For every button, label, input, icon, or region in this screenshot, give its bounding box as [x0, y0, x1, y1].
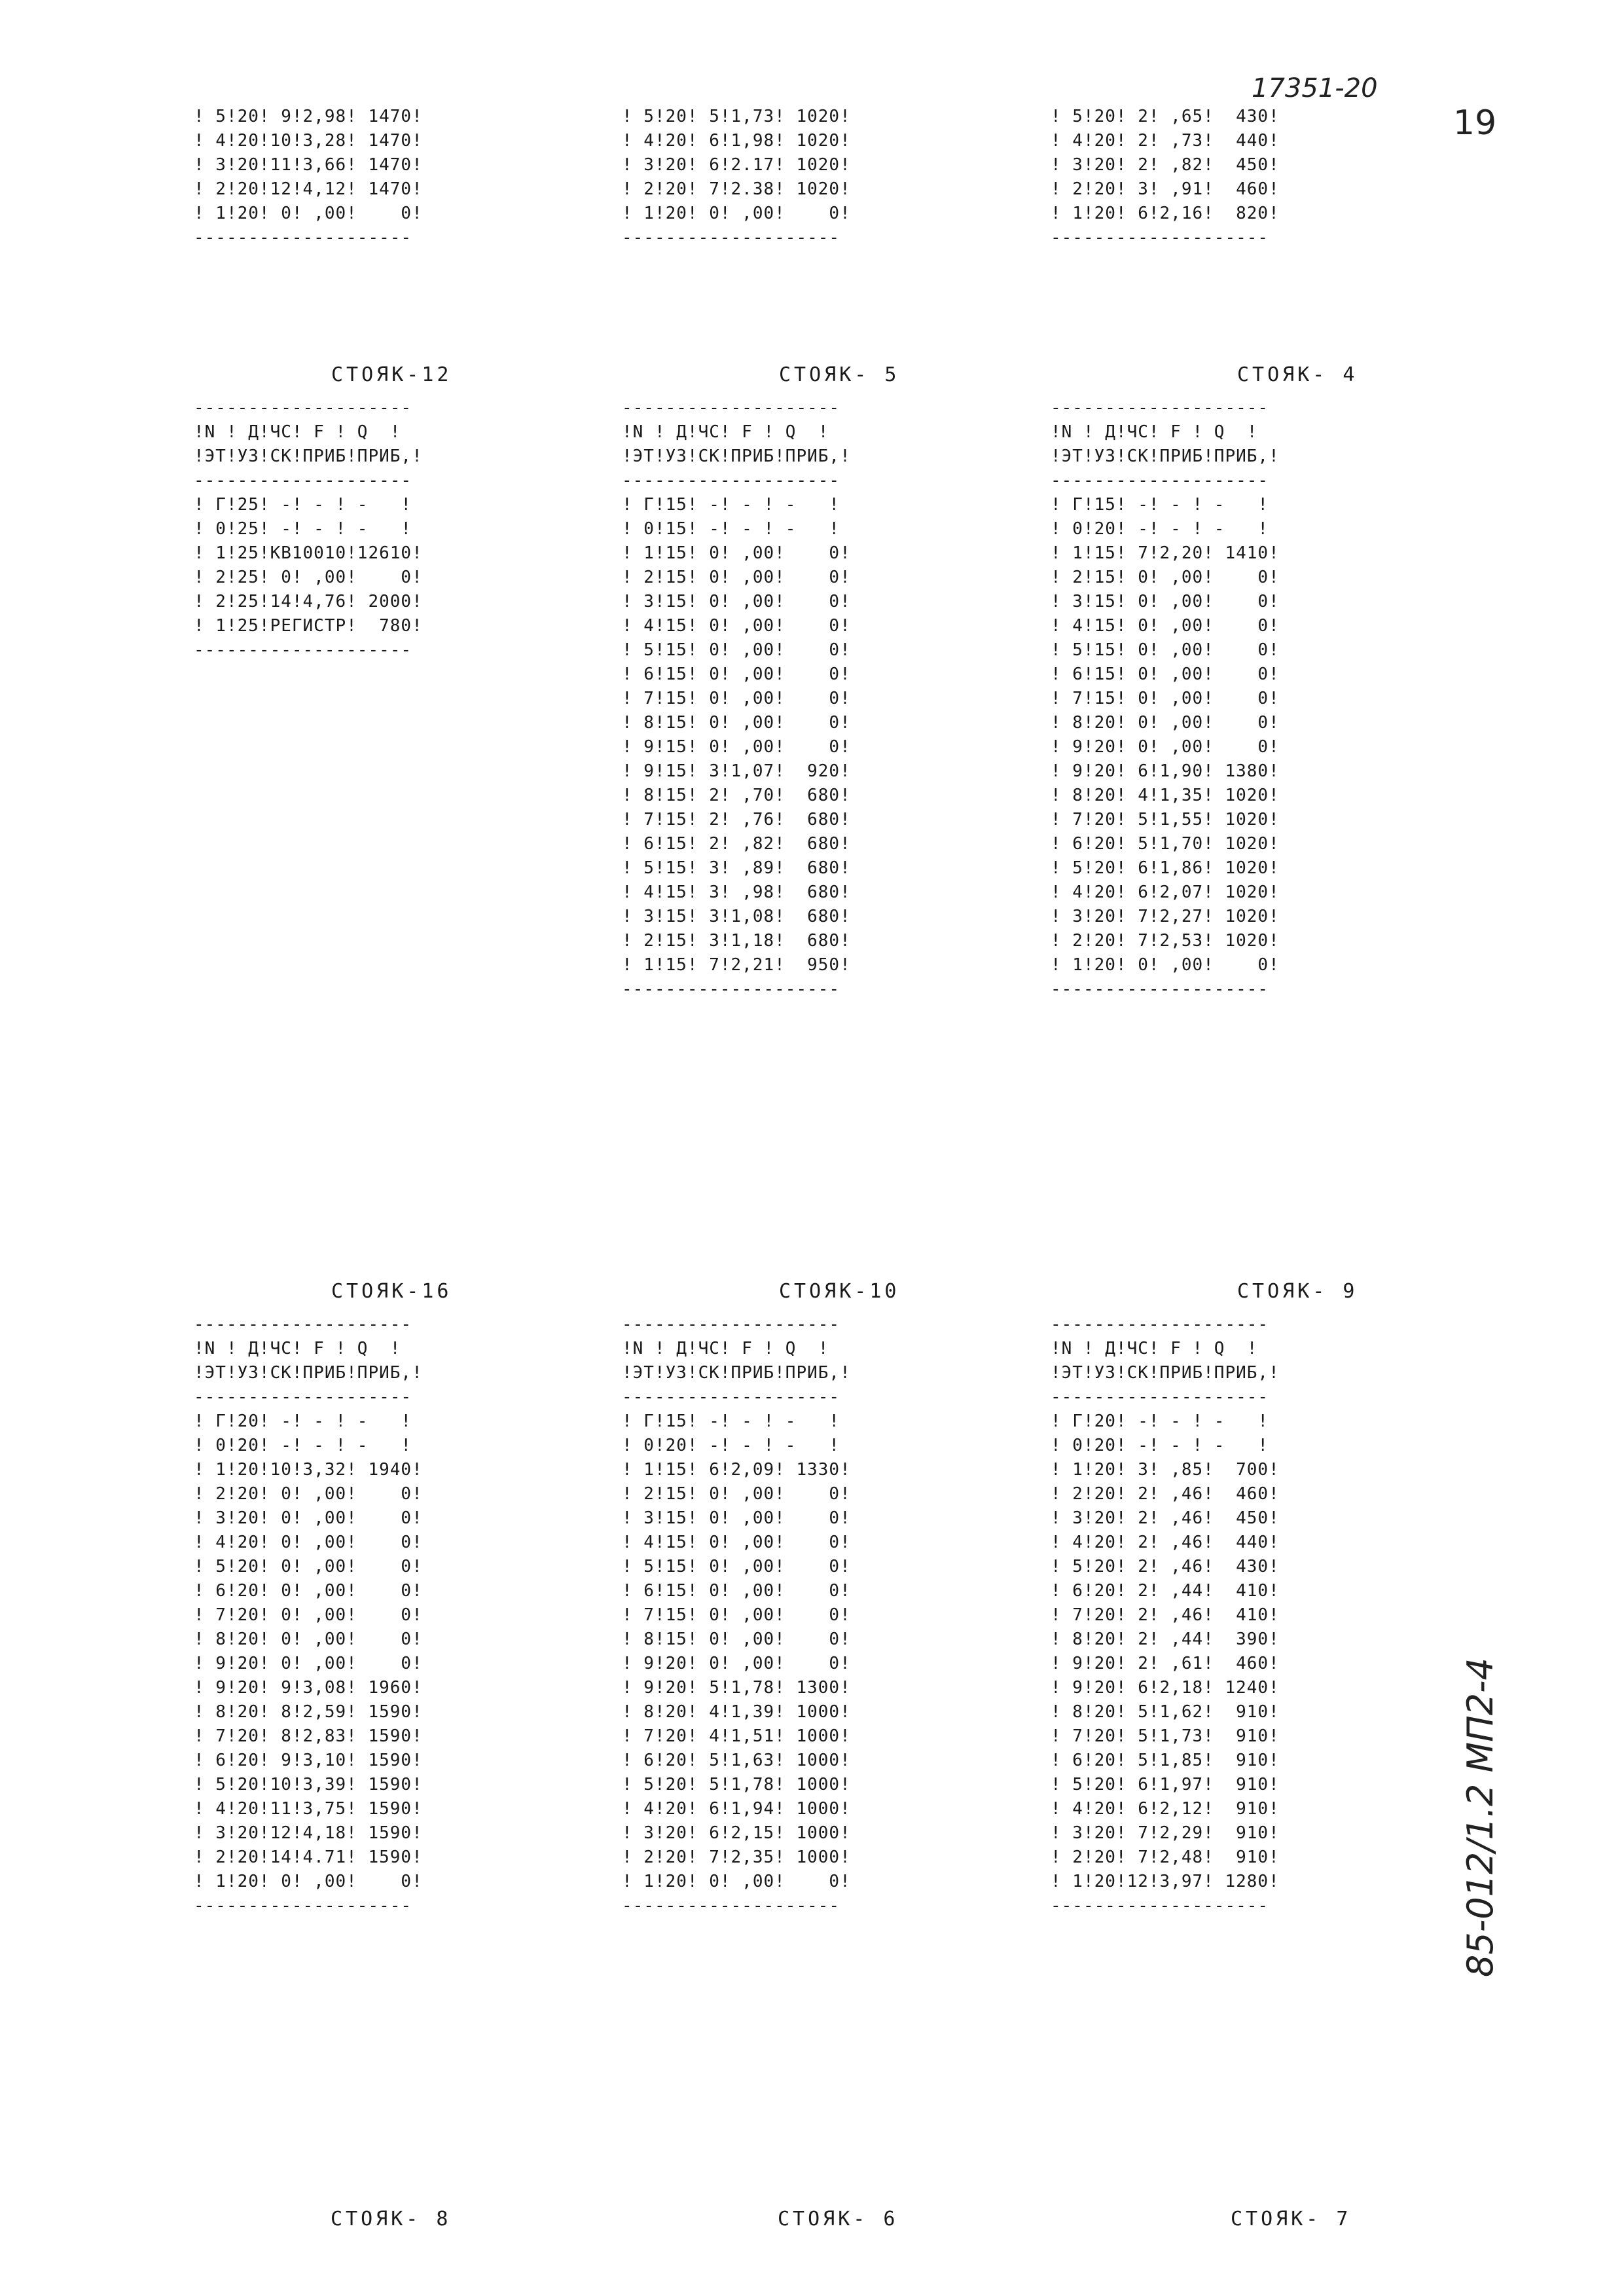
table-row: ! 5!15! 0! ,00! 0!	[622, 640, 851, 660]
riser-title: СТОЯК- 8	[331, 2208, 452, 2230]
table-row: ! 5!20!10!3,39! 1590!	[194, 1775, 423, 1794]
table-row: ! 9!20! 0! ,00! 0!	[622, 1654, 851, 1673]
table-row: ! 8!20! 4!1,35! 1020!	[1051, 786, 1280, 805]
table-row: ! 3!20! 6!2,15! 1000!	[622, 1823, 851, 1843]
table-row: ! 8!20! 5!1,62! 910!	[1051, 1702, 1280, 1722]
table-row: ! 0!20! -! - ! - !	[1051, 1436, 1269, 1455]
table-row: ! Г!15! -! - ! - !	[622, 495, 840, 515]
table-row: ! 4!20!10!3,28! 1470!	[194, 131, 423, 151]
table-row: ! 5!20! 6!1,86! 1020!	[1051, 858, 1280, 878]
table-header: !ЭТ!УЗ!СК!ПРИБ!ПРИБ,!	[194, 1363, 423, 1383]
table-row: ! 9!20! 0! ,00! 0!	[194, 1654, 423, 1673]
table-row: ! 1!20! 0! ,00! 0!	[1051, 955, 1280, 975]
table-header: !ЭТ!УЗ!СК!ПРИБ!ПРИБ,!	[622, 1363, 851, 1383]
table-row: ! 1!25!КВ10010!12610!	[194, 543, 423, 563]
table-header: !N ! Д!ЧС! F ! Q !	[622, 422, 829, 442]
table-row: ! 4!20! 6!2,12! 910!	[1051, 1799, 1280, 1819]
table-rule: --------------------	[622, 1387, 840, 1407]
table-row: ! 7!20! 5!1,73! 910!	[1051, 1726, 1280, 1746]
table-row: ! 8!20! 0! ,00! 0!	[1051, 713, 1280, 733]
table-row: ! 7!20! 2! ,46! 410!	[1051, 1605, 1280, 1625]
table-rule: --------------------	[194, 398, 412, 418]
riser-title: СТОЯК- 9	[1237, 1280, 1358, 1303]
table-row: ! 7!20! 4!1,51! 1000!	[622, 1726, 851, 1746]
table-row: ! 4!20! 2! ,46! 440!	[1051, 1533, 1280, 1552]
table-row: ! 8!15! 0! ,00! 0!	[622, 713, 851, 733]
table-row: ! 4!15! 3! ,98! 680!	[622, 883, 851, 902]
table-header: !ЭТ!УЗ!СК!ПРИБ!ПРИБ,!	[1051, 1363, 1280, 1383]
table-header: !N ! Д!ЧС! F ! Q !	[622, 1339, 829, 1358]
table-row: ! 5!20! 6!1,97! 910!	[1051, 1775, 1280, 1794]
table-row: ! 3!20! 6!2.17! 1020!	[622, 155, 851, 175]
table-header: !N ! Д!ЧС! F ! Q !	[194, 1339, 401, 1358]
riser-title: СТОЯК- 7	[1231, 2208, 1352, 2230]
table-row: ! 7!15! 0! ,00! 0!	[622, 1605, 851, 1625]
table-row: ! 3!20! 7!2,27! 1020!	[1051, 907, 1280, 926]
table-row: ! 5!20! 9!2,98! 1470!	[194, 107, 423, 126]
table-rule: --------------------	[194, 1387, 412, 1407]
table-rule: --------------------	[622, 979, 840, 999]
table-row: ! 4!20!11!3,75! 1590!	[194, 1799, 423, 1819]
table-row: ! 0!20! -! - ! - !	[622, 1436, 840, 1455]
table-row: ! 1!20! 3! ,85! 700!	[1051, 1460, 1280, 1480]
table-row: ! 3!20! 2! ,82! 450!	[1051, 155, 1280, 175]
table-row: ! 2!25! 0! ,00! 0!	[194, 568, 423, 587]
table-header: !N ! Д!ЧС! F ! Q !	[1051, 1339, 1258, 1358]
table-row: ! 9!20! 5!1,78! 1300!	[622, 1678, 851, 1698]
table-row: ! 4!15! 0! ,00! 0!	[1051, 616, 1280, 636]
table-row: ! 5!20! 0! ,00! 0!	[194, 1557, 423, 1576]
table-row: ! 5!20! 5!1,78! 1000!	[622, 1775, 851, 1794]
table-row: ! 9!15! 3!1,07! 920!	[622, 761, 851, 781]
table-row: ! 8!20! 2! ,44! 390!	[1051, 1629, 1280, 1649]
table-row: ! 6!15! 2! ,82! 680!	[622, 834, 851, 854]
table-row: ! 1!20! 0! ,00! 0!	[194, 1872, 423, 1891]
table-header: !ЭТ!УЗ!СК!ПРИБ!ПРИБ,!	[1051, 446, 1280, 466]
table-row: ! 1!15! 7!2,21! 950!	[622, 955, 851, 975]
table-row: ! 2!20! 7!2,35! 1000!	[622, 1848, 851, 1867]
table-row: ! 6!15! 0! ,00! 0!	[622, 665, 851, 684]
riser-title: СТОЯК-12	[331, 363, 452, 386]
table-row: ! 3!15! 0! ,00! 0!	[1051, 592, 1280, 611]
table-row: ! 9!20! 0! ,00! 0!	[1051, 737, 1280, 757]
table-rule: --------------------	[1051, 398, 1269, 418]
table-row: ! 7!15! 0! ,00! 0!	[622, 689, 851, 708]
table-row: ! 5!15! 0! ,00! 0!	[1051, 640, 1280, 660]
table-row: ! 5!20! 5!1,73! 1020!	[622, 107, 851, 126]
table-row: ! 1!20!12!3,97! 1280!	[1051, 1872, 1280, 1891]
table-header: !N ! Д!ЧС! F ! Q !	[194, 422, 401, 442]
table-row: ! 3!20!11!3,66! 1470!	[194, 155, 423, 175]
table-row: ! 8!20! 8!2,59! 1590!	[194, 1702, 423, 1722]
table-rule: --------------------	[194, 1896, 412, 1916]
table-row: ! 6!15! 0! ,00! 0!	[622, 1581, 851, 1601]
table-row: ! 0!20! -! - ! - !	[194, 1436, 412, 1455]
table-row: ! 7!20! 0! ,00! 0!	[194, 1605, 423, 1625]
table-rule: --------------------	[194, 640, 412, 660]
table-row: ! 6!20! 5!1,85! 910!	[1051, 1751, 1280, 1770]
table-row: ! 1!15! 0! ,00! 0!	[622, 543, 851, 563]
table-row: ! 5!20! 2! ,65! 430!	[1051, 107, 1280, 126]
table-header: !ЭТ!УЗ!СК!ПРИБ!ПРИБ,!	[194, 446, 423, 466]
document-code: 17351-20	[1252, 73, 1378, 103]
table-row: ! 4!20! 6!2,07! 1020!	[1051, 883, 1280, 902]
table-row: ! 1!20! 0! ,00! 0!	[622, 204, 851, 223]
table-row: ! 1!25!РЕГИСТР! 780!	[194, 616, 423, 636]
table-row: ! 0!15! -! - ! - !	[622, 519, 840, 539]
table-row: ! 4!20! 6!1,94! 1000!	[622, 1799, 851, 1819]
table-row: ! 2!20!12!4,12! 1470!	[194, 179, 423, 199]
riser-title: СТОЯК- 6	[778, 2208, 899, 2230]
riser-title: СТОЯК- 4	[1237, 363, 1358, 386]
table-row: ! 4!15! 0! ,00! 0!	[622, 616, 851, 636]
table-row: ! 8!20! 0! ,00! 0!	[194, 1629, 423, 1649]
table-rule: --------------------	[622, 228, 840, 247]
table-rule: --------------------	[1051, 471, 1269, 490]
table-rule: --------------------	[622, 1896, 840, 1916]
table-row: ! 9!20! 6!1,90! 1380!	[1051, 761, 1280, 781]
table-row: ! 3!20!12!4,18! 1590!	[194, 1823, 423, 1843]
table-rule: --------------------	[194, 471, 412, 490]
table-row: ! 2!15! 3!1,18! 680!	[622, 931, 851, 951]
table-row: ! 3!20! 7!2,29! 910!	[1051, 1823, 1280, 1843]
table-row: ! 2!20!14!4.71! 1590!	[194, 1848, 423, 1867]
table-row: ! 7!20! 8!2,83! 1590!	[194, 1726, 423, 1746]
table-row: ! 6!20! 2! ,44! 410!	[1051, 1581, 1280, 1601]
table-rule: --------------------	[622, 398, 840, 418]
table-row: ! 1!20! 0! ,00! 0!	[194, 204, 423, 223]
table-row: ! 8!15! 2! ,70! 680!	[622, 786, 851, 805]
table-row: ! 5!15! 0! ,00! 0!	[622, 1557, 851, 1576]
table-rule: --------------------	[194, 1315, 412, 1334]
table-row: ! 1!20!10!3,32! 1940!	[194, 1460, 423, 1480]
table-row: ! 4!15! 0! ,00! 0!	[622, 1533, 851, 1552]
table-row: ! 6!20! 0! ,00! 0!	[194, 1581, 423, 1601]
table-rule: --------------------	[1051, 979, 1269, 999]
table-row: ! 1!20! 6!2,16! 820!	[1051, 204, 1280, 223]
table-row: ! 8!15! 0! ,00! 0!	[622, 1629, 851, 1649]
table-row: ! 2!20! 0! ,00! 0!	[194, 1484, 423, 1504]
table-row: ! 1!15! 6!2,09! 1330!	[622, 1460, 851, 1480]
table-row: ! 3!20! 0! ,00! 0!	[194, 1508, 423, 1528]
table-row: ! 9!15! 0! ,00! 0!	[622, 737, 851, 757]
table-header: !ЭТ!УЗ!СК!ПРИБ!ПРИБ,!	[622, 446, 851, 466]
table-row: ! Г!20! -! - ! - !	[194, 1411, 412, 1431]
table-row: ! 2!20! 7!2,48! 910!	[1051, 1848, 1280, 1867]
table-row: ! 7!15! 0! ,00! 0!	[1051, 689, 1280, 708]
table-row: ! 2!25!14!4,76! 2000!	[194, 592, 423, 611]
table-row: ! 6!20! 9!3,10! 1590!	[194, 1751, 423, 1770]
table-row: ! 3!15! 0! ,00! 0!	[622, 1508, 851, 1528]
table-row: ! 3!20! 2! ,46! 450!	[1051, 1508, 1280, 1528]
table-row: ! 9!20! 2! ,61! 460!	[1051, 1654, 1280, 1673]
table-rule: --------------------	[622, 471, 840, 490]
table-row: ! 2!20! 3! ,91! 460!	[1051, 179, 1280, 199]
table-row: ! 2!15! 0! ,00! 0!	[1051, 568, 1280, 587]
table-row: ! 4!20! 0! ,00! 0!	[194, 1533, 423, 1552]
table-row: ! Г!15! -! - ! - !	[622, 1411, 840, 1431]
side-document-code: 85-012/1.2 МП2-4	[1460, 1658, 1501, 1977]
table-rule: --------------------	[1051, 1896, 1269, 1916]
table-row: ! 8!20! 4!1,39! 1000!	[622, 1702, 851, 1722]
riser-title: СТОЯК- 5	[779, 363, 900, 386]
table-row: ! 6!20! 5!1,70! 1020!	[1051, 834, 1280, 854]
table-row: ! Г!25! -! - ! - !	[194, 495, 412, 515]
riser-title: СТОЯК-16	[331, 1280, 452, 1303]
table-row: ! 6!20! 5!1,63! 1000!	[622, 1751, 851, 1770]
table-row: ! 1!20! 0! ,00! 0!	[622, 1872, 851, 1891]
table-rule: --------------------	[622, 1315, 840, 1334]
table-row: ! 1!15! 7!2,20! 1410!	[1051, 543, 1280, 563]
page-number: 19	[1453, 103, 1497, 143]
table-row: ! 2!20! 7!2,53! 1020!	[1051, 931, 1280, 951]
table-rule: --------------------	[194, 228, 412, 247]
table-row: ! 5!20! 2! ,46! 430!	[1051, 1557, 1280, 1576]
table-row: ! 2!15! 0! ,00! 0!	[622, 1484, 851, 1504]
table-row: ! 2!20! 7!2.38! 1020!	[622, 179, 851, 199]
table-row: ! 0!20! -! - ! - !	[1051, 519, 1269, 539]
table-rule: --------------------	[1051, 228, 1269, 247]
riser-title: СТОЯК-10	[779, 1280, 900, 1303]
table-row: ! 7!20! 5!1,55! 1020!	[1051, 810, 1280, 829]
table-row: ! 2!20! 2! ,46! 460!	[1051, 1484, 1280, 1504]
table-row: ! 9!20! 9!3,08! 1960!	[194, 1678, 423, 1698]
table-row: ! 0!25! -! - ! - !	[194, 519, 412, 539]
table-row: ! 4!20! 2! ,73! 440!	[1051, 131, 1280, 151]
table-row: ! 9!20! 6!2,18! 1240!	[1051, 1678, 1280, 1698]
table-row: ! Г!15! -! - ! - !	[1051, 495, 1269, 515]
table-row: ! Г!20! -! - ! - !	[1051, 1411, 1269, 1431]
table-row: ! 5!15! 3! ,89! 680!	[622, 858, 851, 878]
table-rule: --------------------	[1051, 1387, 1269, 1407]
table-header: !N ! Д!ЧС! F ! Q !	[1051, 422, 1258, 442]
table-row: ! 2!15! 0! ,00! 0!	[622, 568, 851, 587]
table-row: ! 3!15! 0! ,00! 0!	[622, 592, 851, 611]
table-row: ! 6!15! 0! ,00! 0!	[1051, 665, 1280, 684]
table-row: ! 3!15! 3!1,08! 680!	[622, 907, 851, 926]
table-row: ! 7!15! 2! ,76! 680!	[622, 810, 851, 829]
table-rule: --------------------	[1051, 1315, 1269, 1334]
table-row: ! 4!20! 6!1,98! 1020!	[622, 131, 851, 151]
